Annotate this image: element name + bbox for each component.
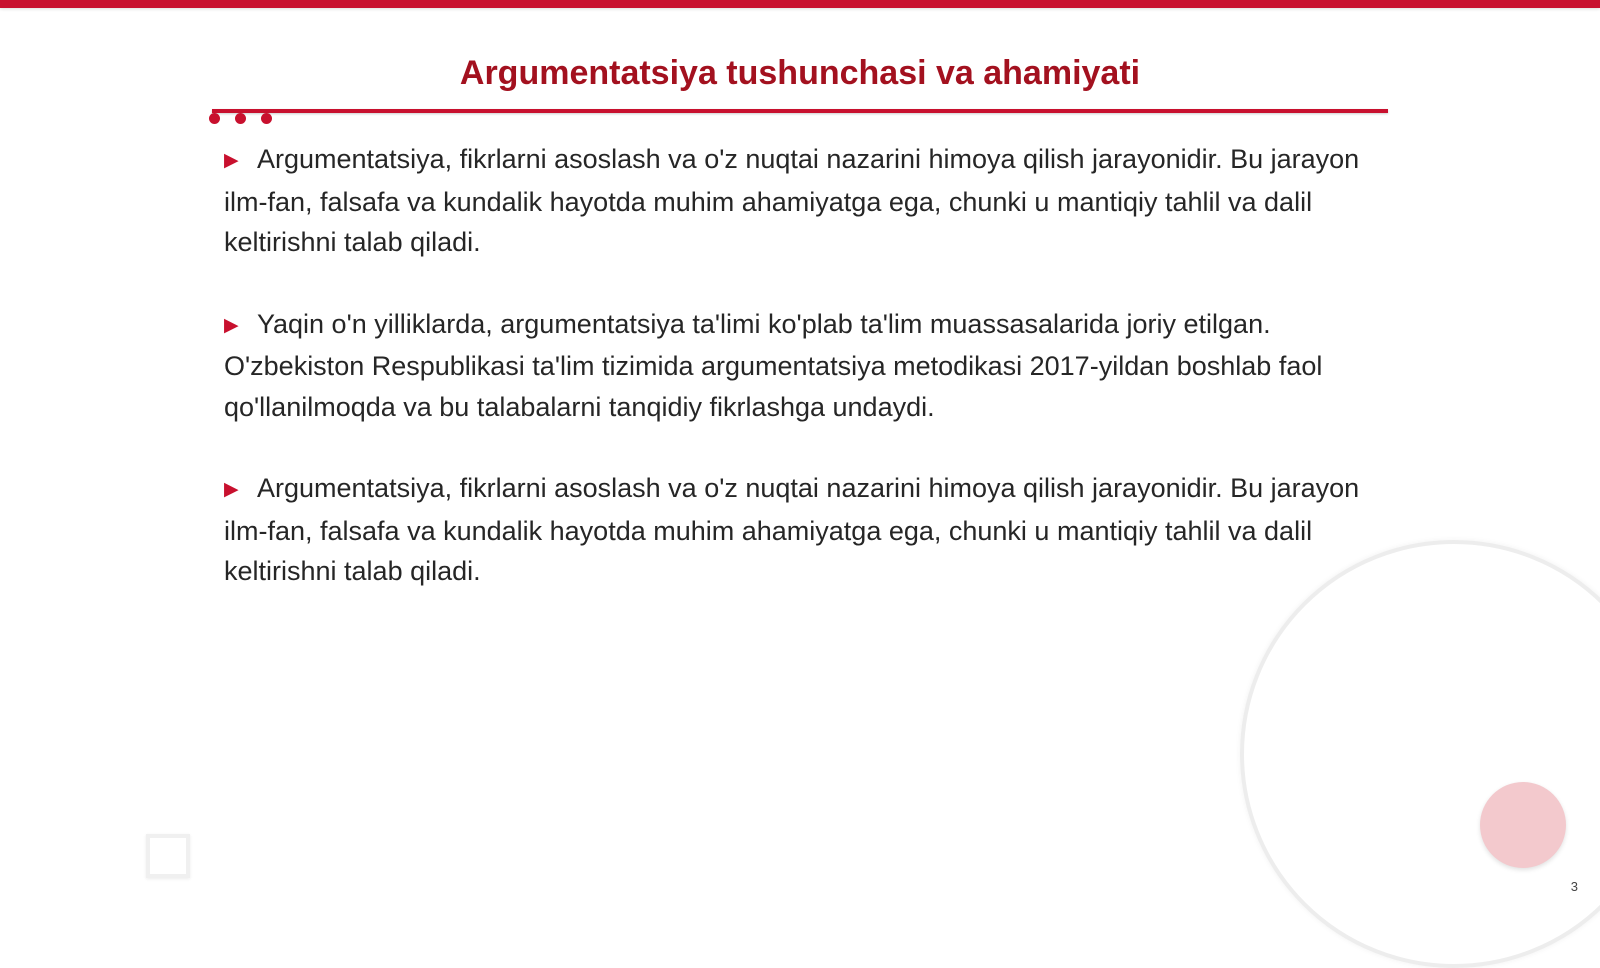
decorative-pink-circle <box>1480 782 1566 868</box>
slide-title: Argumentatsiya tushunchasi va ahamiyati <box>459 54 1141 92</box>
decorative-square <box>146 834 190 878</box>
underline-dot <box>261 113 272 124</box>
triangle-bullet-icon: ▶ <box>224 150 239 171</box>
underline-dot <box>235 113 246 124</box>
underline-dot <box>209 113 220 124</box>
bullet-text: Argumentatsiya, fikrlarni asoslash va o'z nuqtai nazarini himoya qilish jarayonidir. Bu jarayon ilm-fan, falsafa va kundalik hayotda muhim ahamiyatga ega, chunki u mantiqiy tahlil va dalil keltirishni talab qiladi. <box>224 473 1360 586</box>
bullet-text: Argumentatsiya, fikrlarni asoslash va o'z nuqtai nazarini himoya qilish jarayonidir. Bu jarayon ilm-fan, falsafa va kundalik hayotda muhim ahamiyatga ega, chunki u mantiqiy tahlil va dalil keltirishni talab qiladi. <box>224 144 1360 257</box>
bullet-text: Yaqin o'n yilliklarda, argumentatsiya ta'limi ko'plab ta'lim muassasalarida joriy etilgan. O'zbekiston Respublikasi ta'lim tizimida argumentatsiya metodikasi 2017-yildan boshlab faol qo'llanilmoqda va bu talabalarni tanqidiy fikrlashga undaydi. <box>224 308 1323 422</box>
bullet-item <box>224 304 1364 428</box>
title-underline <box>212 109 1388 113</box>
triangle-bullet-icon: ▶ <box>224 314 239 336</box>
top-accent-bar <box>0 0 1600 8</box>
page-number: 3 <box>1570 879 1578 894</box>
bullet-item <box>224 468 1364 592</box>
bullet-item <box>224 139 1364 263</box>
bullet-list <box>224 139 1364 633</box>
triangle-bullet-icon: ▶ <box>224 479 239 500</box>
